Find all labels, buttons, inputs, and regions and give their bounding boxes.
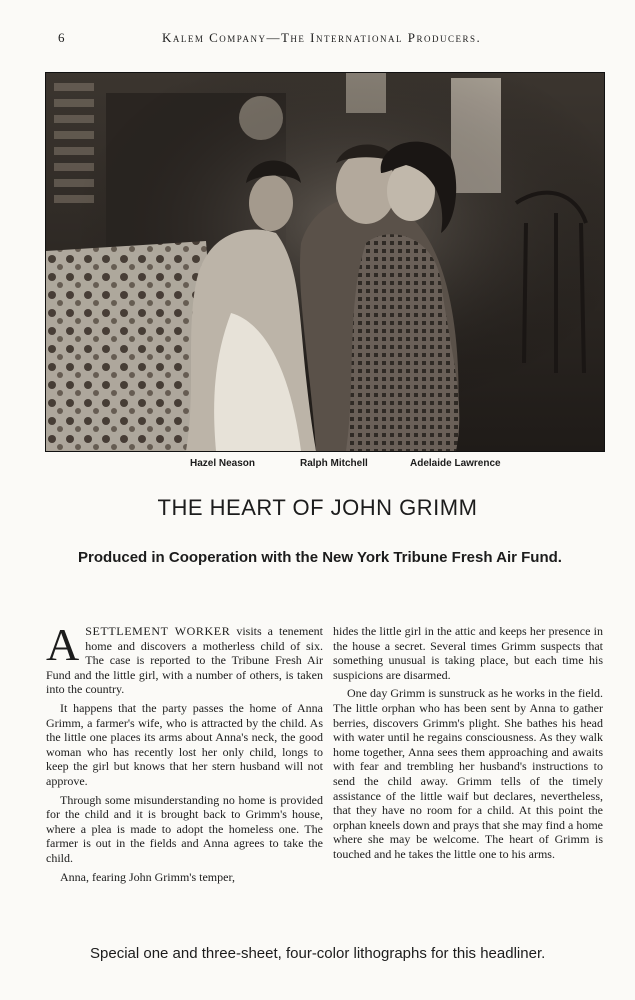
paragraph: It happens that the party passes the home of Anna Grimm, a farmer's wife, who is attracted by the child. As the little one places its arms about Anna's neck, the good woman who has recently lost her only child, longs to keep the girl but knows that her stern husband will not approve. — [46, 700, 323, 788]
photo-illustration — [46, 73, 604, 451]
article-subtitle: Produced in Cooperation with the New York Tribune Fresh Air Fund. — [78, 549, 562, 566]
page-number: 6 — [58, 30, 65, 45]
caption-name: Ralph Mitchell — [300, 458, 368, 469]
article-column-left — [46, 619, 323, 884]
caption-name: Hazel Neason — [190, 458, 256, 469]
lithograph-note: Special one and three-sheet, four-color lithographs for this headliner. — [90, 945, 546, 962]
article-column-right — [333, 624, 603, 862]
paragraph: Anna, fearing John Grimm's temper, — [60, 869, 235, 884]
running-title: Kalem Company—The International Producers. — [162, 30, 482, 45]
paragraph: hides the little girl in the attic and keeps her presence in the house a secret. Several times Grimm suspects that something unusual is taking place, but each time his suspicions are disarmed. — [333, 624, 603, 682]
drop-cap: A — [46, 619, 80, 670]
film-still-photo — [45, 72, 605, 452]
paragraph: One day Grimm is sunstruck as he works in the field. The little orphan who has been sent by Anna to gather berries, discovers Grimm's plight. She bathes his head with water until he regains consciousness. As they walk home together, Anna sees them approaching and awaits with fear and trembling her husband's instructions to send the child away. Grimm tells of the timely assistance of the little waif but declares, nevertheless, that they have no room for a child. At this point the orphan kneels down and prays that she may find a home where she may be welcome. The heart of Grimm is touched and he takes the little one to his arms. — [333, 686, 603, 861]
lead-smallcaps: SETTLEMENT WORKER — [85, 624, 231, 638]
photo-caption — [0, 458, 635, 474]
paragraph: Through some misunderstanding no home is provided for the child and it is brought back to Grimm's house, where a plea is made to adopt the homeless one. The farmer is out in the fields and Anna agrees to take the child. — [46, 792, 323, 865]
paragraph — [46, 619, 323, 697]
paragraph-text: visits a tenement home and discovers a motherless child of six. The case is reported to the Tribune Fresh Air Fund and the little girl, with a number of others, is taken into the country. — [46, 624, 323, 697]
article-title: THE HEART OF JOHN GRIMM — [157, 495, 478, 520]
caption-name: Adelaide Lawrence — [410, 458, 501, 469]
running-header — [42, 24, 603, 48]
